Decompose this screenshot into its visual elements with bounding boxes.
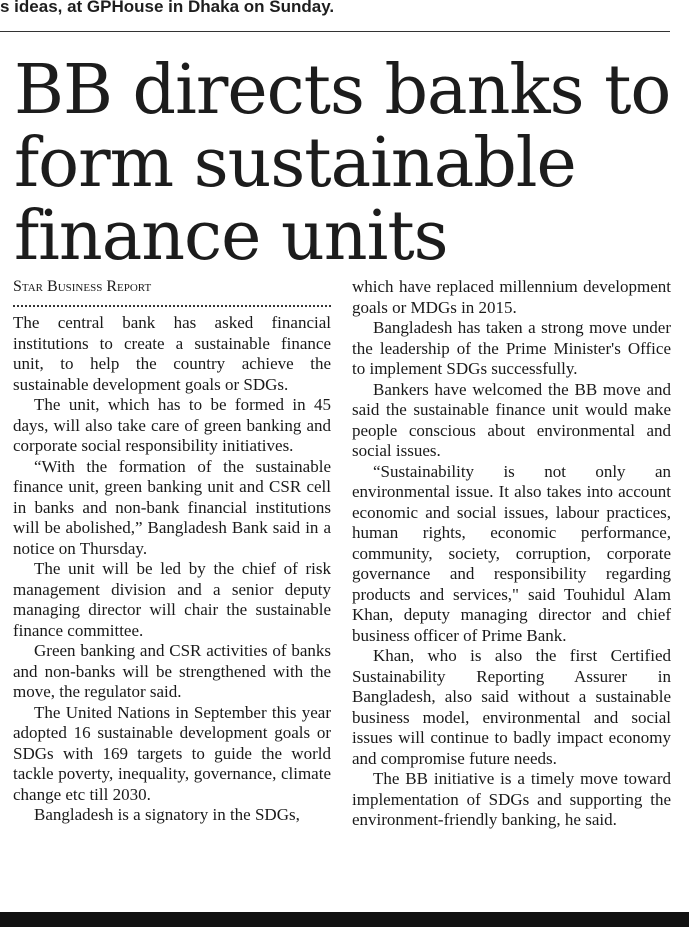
article-column-right — [352, 277, 671, 831]
article-headline: BB directs banks to form sustainable finance units — [14, 51, 671, 276]
article-paragraph: which have replaced millennium development goals or MDGs in 2015. — [352, 277, 671, 317]
article-paragraph: Bangladesh is a signatory in the SDGs, — [34, 805, 300, 824]
article-column-left — [13, 277, 331, 826]
article-byline: Star Business Report — [13, 277, 331, 307]
article-paragraph: “With the formation of the sustainable finance unit, green banking unit and CSR cell in banks and non-bank financial institutions will be abolished,” Bangladesh Bank said in a notice on Thursday. — [13, 456, 331, 558]
article-paragraph: Bankers have welcomed the BB move and said the sustainable finance unit would make people conscious about environmental and social issues. — [352, 379, 671, 460]
photo-caption-text: s ideas, at GPHouse in Dhaka on Sunday. — [0, 0, 335, 16]
article-paragraph: Bangladesh has taken a strong move under the leadership of the Prime Minister's Office to implement SDGs successfully. — [352, 318, 671, 378]
article-paragraph: The unit will be led by the chief of risk management division and a senior deputy managing director will chair the sustainable finance committee. — [13, 559, 331, 640]
article-paragraph: Khan, who is also the first Certified Sustainability Reporting Assurer in Bangladesh, also said without a sustainable business model, environmental and social issues will continue to badly impact economy and compromise future needs. — [352, 646, 671, 768]
photo-caption-strip — [0, 0, 670, 32]
article-paragraph: The BB initiative is a timely move toward implementation of SDGs and supporting the environment-friendly banking, he said. — [352, 769, 671, 829]
scan-bottom-border — [0, 912, 689, 927]
article-paragraph: “Sustainability is not only an environmental issue. It also takes into account economic and social issues, labour practices, human rights, economic performance, community, society, corruption, corporate governance and responsibility regarding products and services," said Touhidul Alam Khan, deputy managing director and chief business officer of Prime Bank. — [352, 461, 671, 645]
article-paragraph: The unit, which has to be formed in 45 days, will also take care of green banking and corporate social responsibility initiatives. — [13, 395, 331, 455]
article-paragraph: The United Nations in September this year adopted 16 sustainable development goals or SDGs with 169 targets to guide the world tackle poverty, inequality, governance, climate change etc till 2030. — [13, 702, 331, 804]
article-paragraph: Green banking and CSR activities of banks and non-banks will be strengthened with the move, the regulator said. — [13, 641, 331, 701]
article-paragraph: The central bank has asked financial institutions to create a sustainable finance unit, to help the country achieve the sustainable development goals or SDGs. — [13, 313, 331, 394]
